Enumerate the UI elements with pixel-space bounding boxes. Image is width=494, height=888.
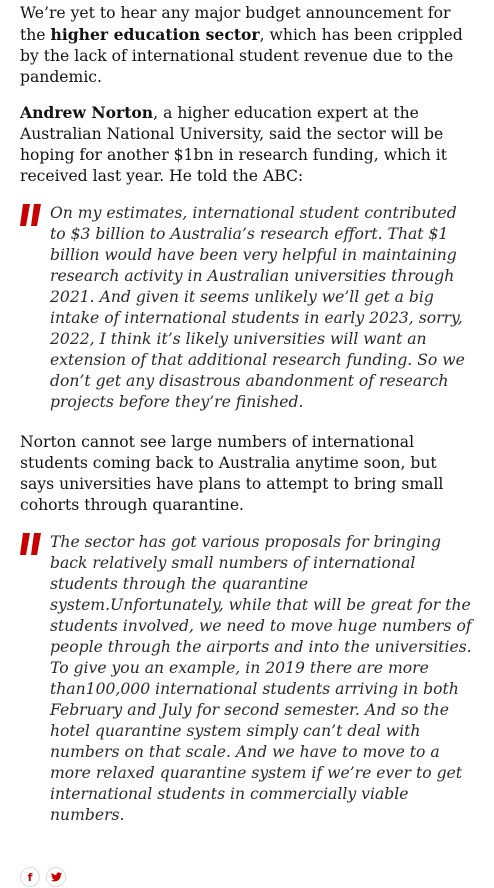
twitter-icon [51,872,62,882]
paragraph-budget [20,0,474,88]
quote-text: The sector has got various proposals for bringing back relatively small numbers of international students through the quarantine system.Unfortunately, while that will be great for the students involved, we need to move huge numbers of people through the airports and into the universities. To give you an example, in 2019 there are more than100,000 international students arriving in both February and July for second semester. And so the hotel quarantine system simply can’t deal with numbers on that scale. And we have to move to a more relaxed quarantine system if we’re ever to get international students in commercially viable numbers. [50,533,472,824]
facebook-icon: f [27,870,33,884]
quote-icon [20,533,44,555]
facebook-share-button[interactable] [20,867,40,887]
paragraph-text: , which has been crippled by the lack of international student revenue due to the pandemic. [20,26,463,86]
paragraph-norton [20,102,474,187]
paragraph-text: , a higher education expert at the Australian National University, said the sector will be hoping for another $1bn in research funding, which it received last year. He told the ABC: [20,104,447,185]
paragraph-text: We’re yet to hear any major budget announcement for the [20,4,451,44]
share-buttons [20,845,474,887]
quote-text: On my estimates, international student contributed to $3 billion to Australia’s research effort. That $1 billion would have been very helpful in maintaining research activity in Australian universities through 2021. And given it seems unlikely we’ll get a big intake of international students in early 2023, sorry, 2022, I think it’s likely universities will want an extension of that additional research funding. So we don’t get any disastrous abandonment of research projects before they’re finished. [50,204,465,411]
emphasis-higher-education: higher education sector [50,25,260,44]
blockquote-research-funding [20,203,474,413]
paragraph-norton-cohorts: Norton cannot see large numbers of international students coming back to Australia anytime soon, but says universities have plans to attempt to bring small cohorts through quarantine. [20,433,444,514]
blockquote-quarantine [20,532,474,826]
emphasis-andrew-norton: Andrew Norton [20,103,154,122]
twitter-share-button[interactable] [46,867,66,887]
quote-icon [20,204,44,226]
